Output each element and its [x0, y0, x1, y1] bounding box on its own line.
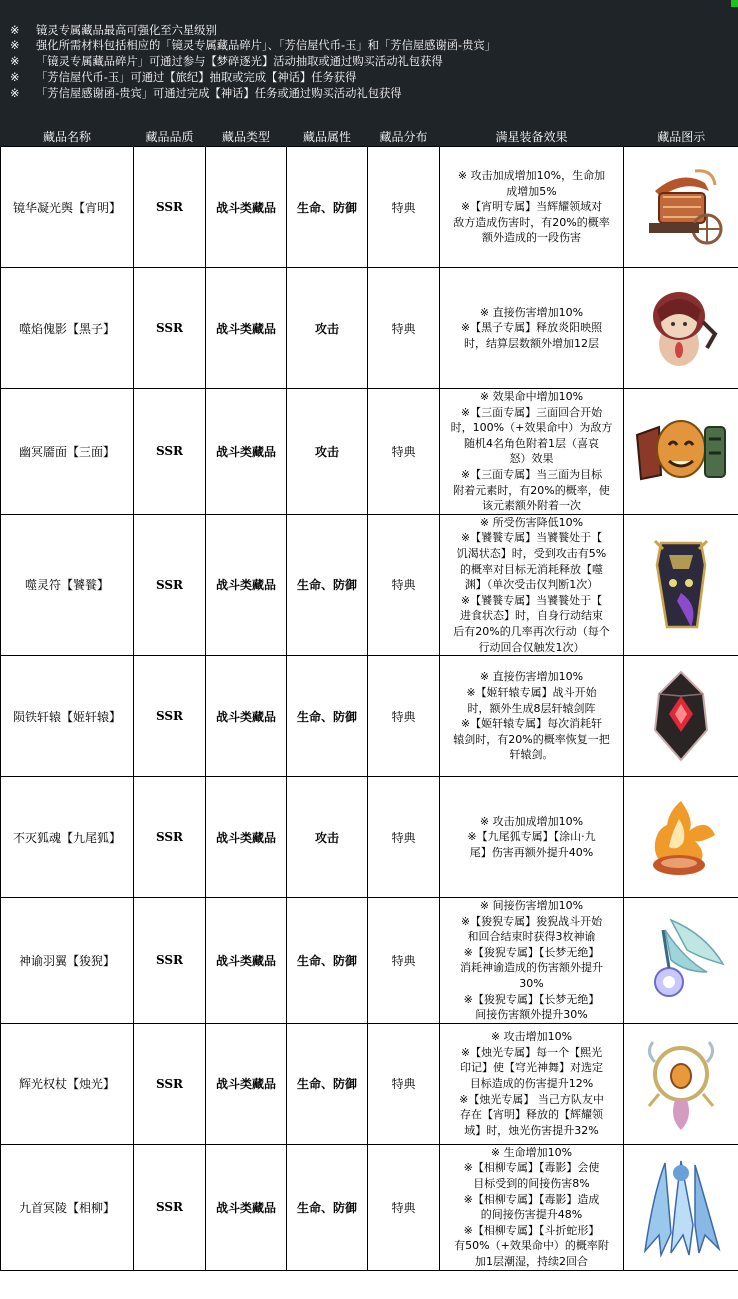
item-name: 九首冥陵【相柳】	[1, 1144, 134, 1270]
header-icon: 藏品图示	[624, 126, 738, 147]
item-quality: SSR	[134, 1144, 206, 1270]
table-row	[1, 514, 738, 655]
note-line	[10, 24, 217, 38]
header-distribution: 藏品分布	[368, 126, 440, 147]
item-attribute: 生命、防御	[287, 147, 368, 268]
effect-line: 渊】（单次受击仅判断1次）	[464, 578, 599, 592]
corner-marker	[731, 0, 738, 7]
foxfire-icon	[624, 791, 738, 883]
effect-line: 后有20%的几率再次行动（每个	[453, 624, 610, 638]
effect-line: ※ 攻击加成增加10%	[479, 814, 584, 828]
item-attribute: 生命、防御	[287, 1144, 368, 1270]
item-image	[624, 389, 738, 515]
talisman-icon	[624, 535, 738, 635]
effect-line: 印记】使【穹光神舞】对选定	[460, 1061, 603, 1075]
item-effect	[440, 268, 624, 389]
effect-line: ※【三面专属】三面回合开始	[460, 405, 603, 419]
effect-line: 时，额外生成8层轩辕剑阵	[467, 701, 596, 715]
item-type: 战斗类藏品	[206, 898, 287, 1024]
table-header	[1, 126, 738, 147]
item-effect	[440, 147, 624, 268]
header-type: 藏品类型	[206, 126, 287, 147]
effect-line: 行动回合仅触发1次）	[478, 640, 585, 654]
effect-line: ※【宵明专属】当辉耀领域对	[460, 200, 603, 214]
item-image	[624, 268, 738, 389]
item-attribute: 攻击	[287, 777, 368, 898]
note-text: 镜灵专属藏品最高可强化至六星级别	[36, 24, 217, 37]
effect-line: 消耗神谕造成的伤害额外提升	[460, 961, 603, 975]
item-type: 战斗类藏品	[206, 147, 287, 268]
item-attribute: 生命、防御	[287, 514, 368, 655]
effect-line: 和回合结束时获得3枚神谕	[467, 930, 596, 944]
effect-line: ※【相柳专属】【毒影】会使	[463, 1161, 600, 1175]
masks-icon	[624, 405, 738, 497]
effect-line: 加1层潮湿，持续2回合	[475, 1255, 588, 1268]
item-effect	[440, 514, 624, 655]
collection-table	[0, 126, 738, 1271]
item-distribution: 特典	[368, 147, 440, 268]
ice-icon	[624, 1155, 738, 1259]
item-name: 辉光权杖【烛光】	[1, 1023, 134, 1144]
item-quality: SSR	[134, 898, 206, 1024]
effect-line: 饥渴状态】时，受到攻击有5%	[456, 546, 607, 560]
effect-line: ※【九尾狐专属】【涂山·九	[467, 830, 596, 844]
crystal-icon	[624, 666, 738, 766]
table-row	[1, 777, 738, 898]
item-type: 战斗类藏品	[206, 1023, 287, 1144]
effect-line: 间接伤害额外提升30%	[475, 1008, 588, 1022]
item-type: 战斗类藏品	[206, 656, 287, 777]
note-line	[10, 39, 496, 53]
item-name: 镜华凝光舆【宵明】	[1, 147, 134, 268]
item-image	[624, 1144, 738, 1270]
effect-line: 额外造成的一段伤害	[482, 231, 581, 245]
header-attribute: 藏品属性	[287, 126, 368, 147]
item-type: 战斗类藏品	[206, 268, 287, 389]
note-bullet: ※	[10, 24, 20, 37]
effect-line: 目标受到的间接伤害8%	[473, 1177, 590, 1191]
effect-line: ※ 攻击增加10%	[490, 1030, 573, 1044]
notes-panel	[0, 0, 738, 126]
item-attribute: 攻击	[287, 389, 368, 515]
note-bullet: ※	[10, 55, 20, 68]
item-quality: SSR	[134, 777, 206, 898]
item-quality: SSR	[134, 1023, 206, 1144]
effect-line: 成增加5%	[506, 184, 557, 198]
effect-line: 敌方造成伤害时，有20%的概率	[453, 215, 610, 229]
note-line	[10, 87, 402, 101]
item-effect	[440, 777, 624, 898]
table-row	[1, 1144, 738, 1270]
chariot-icon	[624, 161, 738, 253]
effect-line: 有50%（+效果命中）的概率附	[454, 1239, 609, 1253]
note-text: 强化所需材料包括相应的「镜灵专属藏品碎片」、「芳信屋代币-玉」和「芳信屋感谢函-贵宾」	[36, 39, 497, 52]
table-row	[1, 656, 738, 777]
effect-line: 进食状态】时，自身行动结束	[460, 609, 603, 623]
item-distribution: 特典	[368, 1144, 440, 1270]
item-distribution: 特典	[368, 1023, 440, 1144]
effect-line: ※【三面专属】当三面为目标	[460, 467, 603, 481]
item-name: 幽冥靥面【三面】	[1, 389, 134, 515]
effect-line: ※【狻猊专属】狻猊战斗开始	[460, 914, 603, 928]
item-quality: SSR	[134, 389, 206, 515]
effect-line: 目标造成的伤害提升12%	[469, 1077, 594, 1091]
item-attribute: 生命、防御	[287, 656, 368, 777]
table-row	[1, 147, 738, 268]
doll-icon	[624, 282, 738, 374]
table-row	[1, 389, 738, 515]
header-name: 藏品名称	[1, 126, 134, 147]
item-distribution: 特典	[368, 389, 440, 515]
header-quality: 藏品品质	[134, 126, 206, 147]
effect-line: ※【饕餮专属】当饕餮处于【	[460, 531, 603, 545]
item-distribution: 特典	[368, 268, 440, 389]
item-effect	[440, 389, 624, 515]
item-distribution: 特典	[368, 514, 440, 655]
note-bullet: ※	[10, 71, 20, 84]
note-text: 「芳信屋代币-玉」可通过【旅纪】抽取或完成【神话】任务获得	[36, 71, 357, 84]
effect-line: ※【烛光专属】 当己方队友中	[459, 1092, 604, 1106]
effect-line: 附着元素时，有20%的概率，使	[453, 483, 610, 497]
item-effect	[440, 1023, 624, 1144]
effect-line: ※【黑子专属】释放炎阳映照	[460, 321, 603, 335]
effect-line: 尾】伤害再额外提升40%	[469, 845, 594, 859]
item-image	[624, 1023, 738, 1144]
effect-line: ※【烛光专属】每一个【熙光	[460, 1045, 603, 1059]
table-row	[1, 268, 738, 389]
effect-line: ※【相柳专属】【斗折蛇形】	[463, 1223, 600, 1237]
item-type: 战斗类藏品	[206, 1144, 287, 1270]
table-row	[1, 1023, 738, 1144]
effect-line: ※ 攻击加成增加10%，生命加	[457, 169, 606, 183]
effect-line: ※ 直接伤害增加10%	[479, 670, 584, 684]
item-quality: SSR	[134, 268, 206, 389]
item-image	[624, 656, 738, 777]
effect-line: 该元素额外附着一次	[482, 499, 581, 513]
item-attribute: 攻击	[287, 268, 368, 389]
effect-line: 30%	[519, 977, 544, 991]
effect-line: ※ 间接伤害增加10%	[479, 899, 584, 913]
note-bullet: ※	[10, 87, 20, 100]
scepter-icon	[624, 1034, 738, 1134]
item-image	[624, 514, 738, 655]
effect-line: ※【姬轩辕专属】战斗开始	[466, 685, 597, 699]
item-type: 战斗类藏品	[206, 514, 287, 655]
item-effect	[440, 1144, 624, 1270]
effect-line: 的间接伤害提升48%	[480, 1208, 583, 1222]
effect-line: ※【狻猊专属】【长梦无绝】	[463, 992, 600, 1006]
header-effect: 满星装备效果	[440, 126, 624, 147]
item-attribute: 生命、防御	[287, 1023, 368, 1144]
effect-line: 辕剑时，有20%的概率恢复一把	[453, 732, 610, 746]
item-image	[624, 777, 738, 898]
item-distribution: 特典	[368, 656, 440, 777]
item-quality: SSR	[134, 514, 206, 655]
effect-line: ※ 生命增加10%	[490, 1145, 573, 1159]
effect-line: ※ 效果命中增加10%	[479, 390, 584, 403]
item-name: 神谕羽翼【狻猊】	[1, 898, 134, 1024]
effect-line: ※ 所受伤害降低10%	[479, 515, 584, 529]
effect-line: 的概率对目标无消耗释放【噬	[460, 562, 603, 576]
note-text: 「芳信屋感谢函-贵宾」可通过完成【神话】任务或通过购买活动礼包获得	[36, 87, 402, 100]
item-attribute: 生命、防御	[287, 898, 368, 1024]
effect-line: ※【姬轩辕专属】每次消耗轩	[460, 717, 603, 731]
item-name: 陨铁轩辕【姬轩辕】	[1, 656, 134, 777]
item-quality: SSR	[134, 147, 206, 268]
note-bullet: ※	[10, 39, 20, 52]
effect-line: 域】时，烛光伤害提升32%	[464, 1123, 599, 1137]
effect-line: 轩辕剑。	[509, 748, 554, 762]
item-type: 战斗类藏品	[206, 389, 287, 515]
effect-line: 存在【宵明】释放的【辉耀领	[460, 1108, 603, 1122]
note-line	[10, 71, 356, 85]
effect-line: ※【狻猊专属】【长梦无绝】	[463, 945, 600, 959]
item-effect	[440, 898, 624, 1024]
item-name: 噬焰傀影【黑子】	[1, 268, 134, 389]
item-distribution: 特典	[368, 777, 440, 898]
effect-line: 随机4名角色附着1层（喜哀	[464, 436, 599, 450]
effect-line: ※【饕餮专属】当饕餮处于【	[460, 593, 603, 607]
table-body	[1, 147, 738, 1271]
table-row	[1, 898, 738, 1024]
item-distribution: 特典	[368, 898, 440, 1024]
item-image	[624, 898, 738, 1024]
effect-line: 时，100%（+效果命中）为敌方	[450, 421, 613, 435]
effect-line: 怒）效果	[509, 452, 554, 466]
item-effect	[440, 656, 624, 777]
effect-line: ※【相柳专属】【毒影】造成	[463, 1192, 600, 1206]
item-quality: SSR	[134, 656, 206, 777]
effect-line: 时，结算层数额外增加12层	[464, 336, 599, 350]
item-type: 战斗类藏品	[206, 777, 287, 898]
item-image	[624, 147, 738, 268]
note-line	[10, 55, 443, 69]
item-name: 不灭狐魂【九尾狐】	[1, 777, 134, 898]
note-text: 「镜灵专属藏品碎片」可通过参与【梦碎逐光】活动抽取或通过购买活动礼包获得	[36, 55, 443, 68]
wing-icon	[624, 910, 738, 1010]
item-name: 噬灵符【饕餮】	[1, 514, 134, 655]
effect-line: ※ 直接伤害增加10%	[479, 305, 584, 319]
